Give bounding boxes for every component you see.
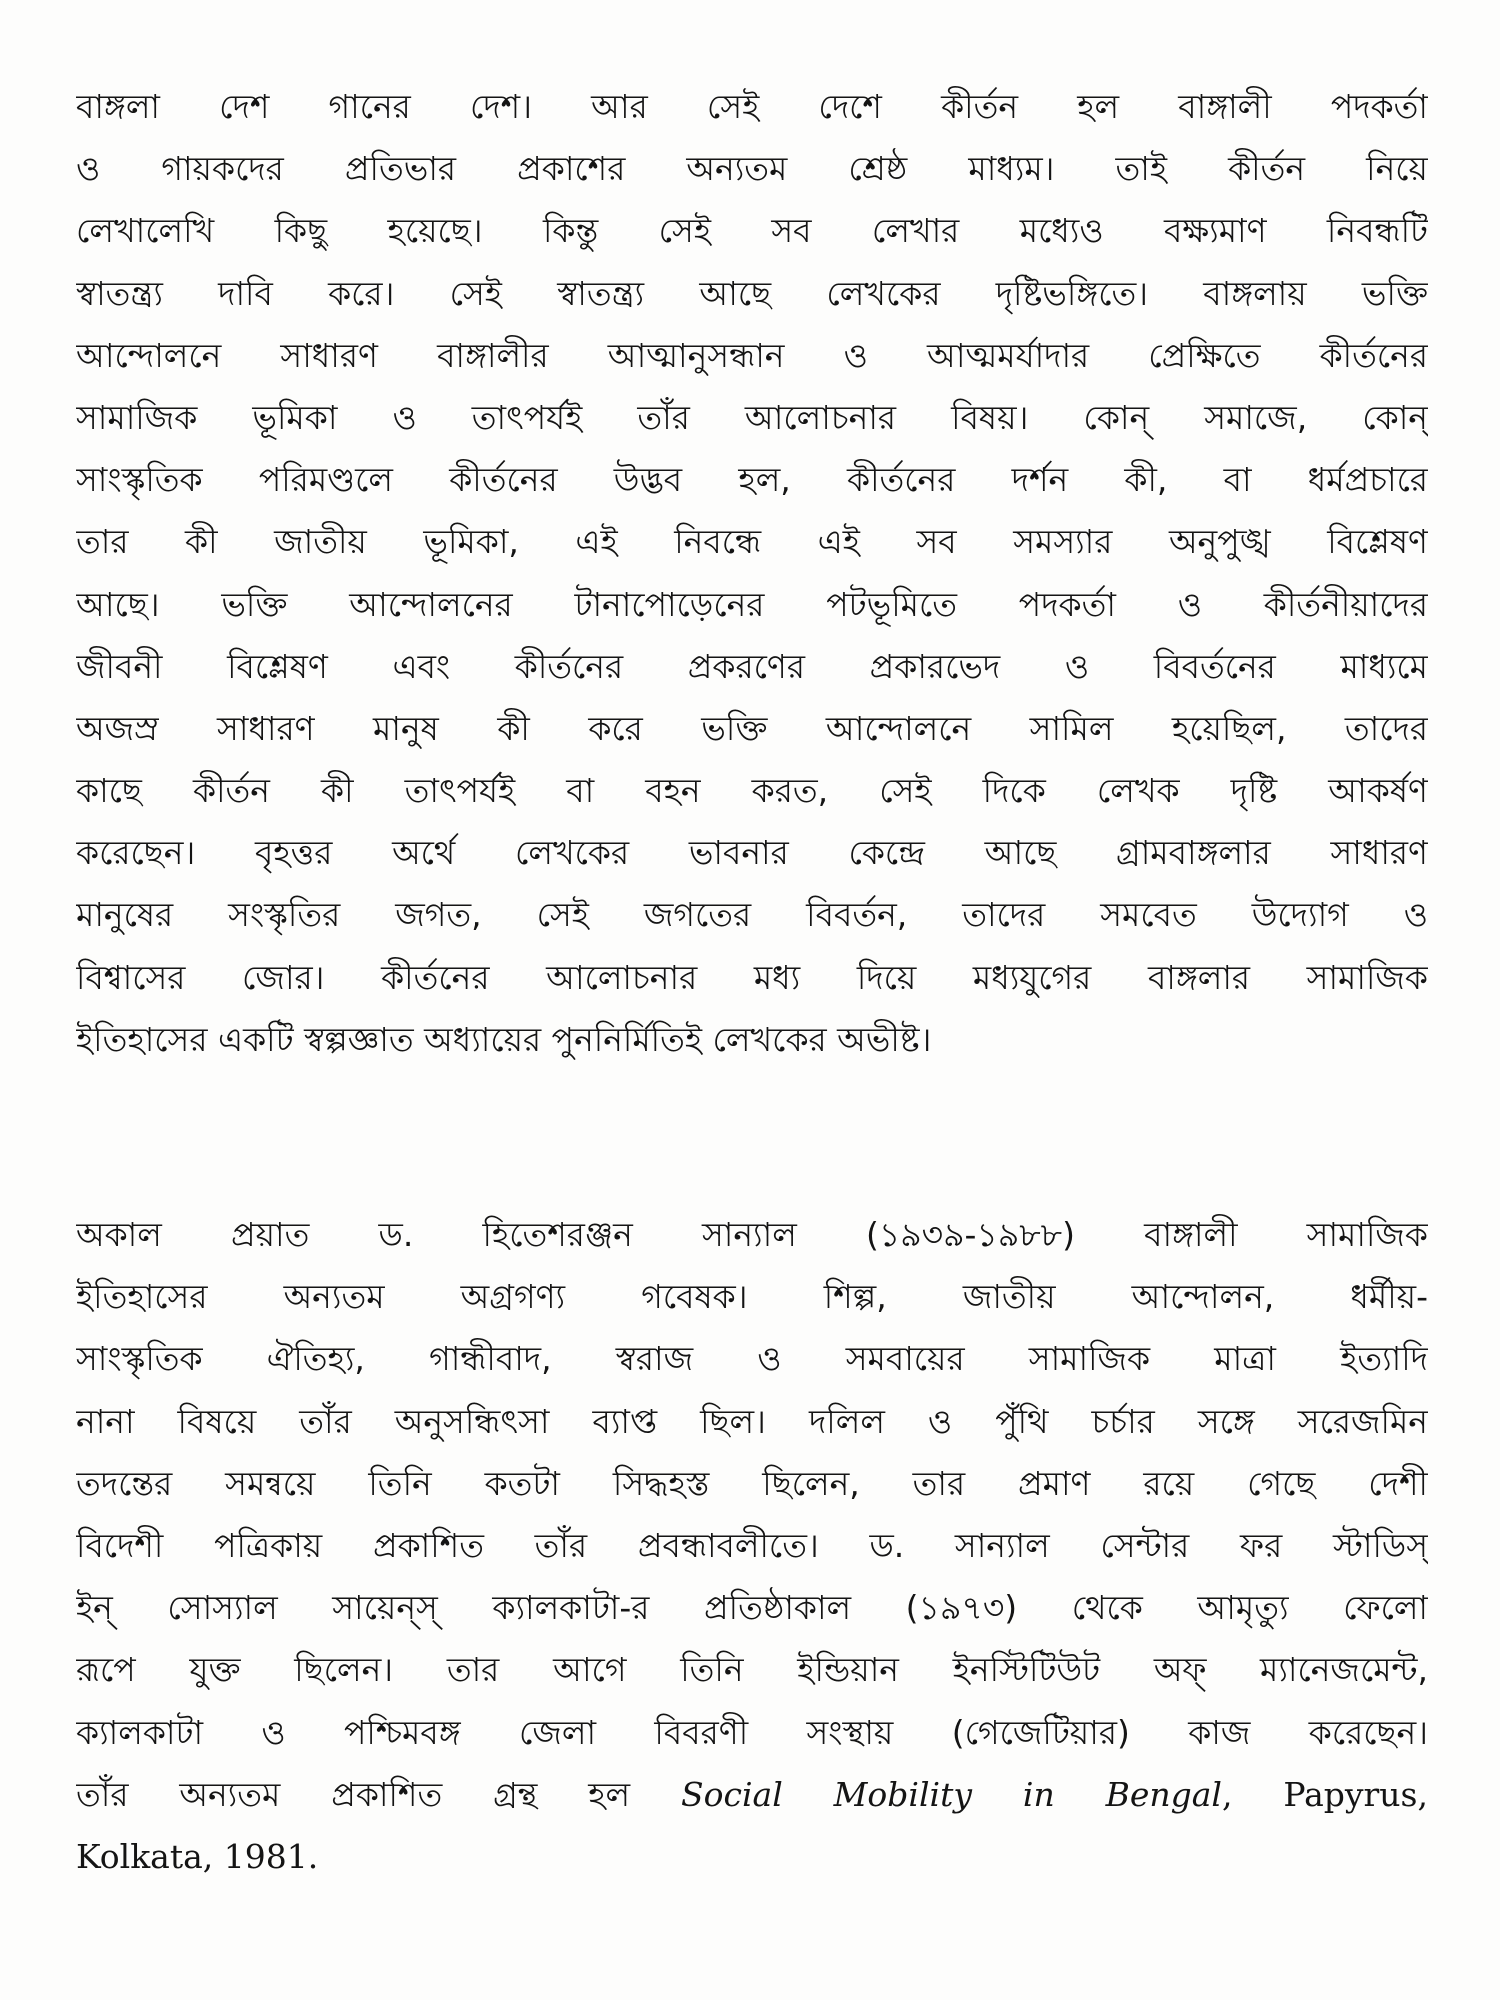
text-line: রূপে যুক্ত ছিলেন। তার আগে তিনি ইন্ডিয়ান ইনস্টিটিউট অফ্ ম্যানেজমেন্ট, — [76, 1650, 1428, 1690]
text-line: বিদেশী পত্রিকায় প্রকাশিত তাঁর প্রবন্ধাবলীতে। ড. সান্যাল সেন্টার ফর স্টাডিস্ — [76, 1525, 1428, 1565]
text-line: অজস্র সাধারণ মানুষ কী করে ভক্তি আন্দোলনে সামিল হয়েছিল, তাদের — [76, 708, 1428, 748]
text-line: সামাজিক ভূমিকা ও তাৎপর্যই তাঁর আলোচনার বিষয়। কোন্ সমাজে, কোন্ — [76, 397, 1428, 437]
text-line-with-book-title — [76, 1764, 1428, 1826]
text-line: আছে। ভক্তি আন্দোলনের টানাপোড়েনের পটভূমিতে পদকর্তা ও কীর্তনীয়াদের — [76, 584, 1428, 624]
text-line: মানুষের সংস্কৃতির জগত, সেই জগতের বিবর্তন, তাদের সমবেত উদ্যোগ ও — [76, 895, 1428, 935]
text-line: জীবনী বিশ্লেষণ এবং কীর্তনের প্রকরণের প্রকারভেদ ও বিবর্তনের মাধ্যমে — [76, 646, 1428, 686]
text-line: সাংস্কৃতিক ঐতিহ্য, গান্ধীবাদ, স্বরাজ ও সমবায়ের সামাজিক মাত্রা ইত্যাদি — [76, 1339, 1428, 1379]
text-line: স্বাতন্ত্র্য দাবি করে। সেই স্বাতন্ত্র্য আছে লেখকের দৃষ্টিভঙ্গিতে। বাঙ্গলায় ভক্তি — [76, 273, 1428, 313]
text-line: সাংস্কৃতিক পরিমণ্ডলে কীর্তনের উদ্ভব হল, কীর্তনের দর্শন কী, বা ধর্মপ্রচারে — [76, 460, 1428, 500]
text-line: তদন্তের সমন্বয়ে তিনি কতটা সিদ্ধহস্ত ছিলেন, তার প্রমাণ রয়ে গেছে দেশী — [76, 1463, 1428, 1503]
paragraph-author-bio — [76, 1204, 1428, 1888]
text-line: তার কী জাতীয় ভূমিকা, এই নিবন্ধে এই সব সমস্যার অনুপুঙ্খ বিশ্লেষণ — [76, 522, 1428, 562]
text-line: ইন্ সোস্যাল সায়েন্স্ ক্যালকাটা-র প্রতিষ্ঠাকাল (১৯৭৩) থেকে আমৃত্যু ফেলো — [76, 1588, 1428, 1628]
paragraph-kirtan-blurb — [76, 76, 1428, 1071]
text-line: ক্যালকাটা ও পশ্চিমবঙ্গ জেলা বিবরণী সংস্থায় (গেজেটিয়ার) কাজ করেছেন। — [76, 1712, 1428, 1752]
text-line: লেখালেখি কিছু হয়েছে। কিন্তু সেই সব লেখার মধ্যেও বক্ষ্যমাণ নিবন্ধটি — [76, 211, 1428, 251]
text-line: কাছে কীর্তন কী তাৎপর্যই বা বহন করত, সেই দিকে লেখক দৃষ্টি আকর্ষণ — [76, 771, 1428, 811]
text-line: ইতিহাসের অন্যতম অগ্রগণ্য গবেষক। শিল্প, জাতীয় আন্দোলন, ধর্মীয়- — [76, 1277, 1428, 1317]
publication-place-year: Kolkata, 1981. — [76, 1836, 319, 1876]
text-line: অকাল প্রয়াত ড. হিতেশরঞ্জন সান্যাল (১৯৩৯-১৯৮৮) বাঙ্গালী সামাজিক — [76, 1215, 1428, 1254]
text-line: করেছেন। বৃহত্তর অর্থে লেখকের ভাবনার কেন্দ্রে আছে গ্রামবাঙ্গলার সাধারণ — [76, 833, 1428, 873]
text-line: ও গায়কদের প্রতিভার প্রকাশের অন্যতম শ্রেষ্ঠ মাধ্যম। তাই কীর্তন নিয়ে — [76, 149, 1428, 189]
text-line: আন্দোলনে সাধারণ বাঙ্গালীর আত্মানুসন্ধান ও আত্মমর্যাদার প্রেক্ষিতে কীর্তনের — [76, 335, 1428, 375]
text-line: নানা বিষয়ে তাঁর অনুসন্ধিৎসা ব্যাপ্ত ছিল। দলিল ও পুঁথি চর্চার সঙ্গে সরেজমিন — [76, 1401, 1428, 1441]
text-line: ইতিহাসের একটি স্বল্পজ্ঞাত অধ্যায়ের পুননির্মিতিই লেখকের অভীষ্ট। — [76, 1019, 932, 1059]
book-intro-text: তাঁর অন্যতম প্রকাশিত গ্রন্থ হল — [76, 1774, 682, 1814]
text-line: বিশ্বাসের জোর। কীর্তনের আলোচনার মধ্য দিয়ে মধ্যযুগের বাঙ্গলার সামাজিক — [76, 957, 1428, 997]
text-line: বাঙ্গলা দেশ গানের দেশ। আর সেই দেশে কীর্তন হল বাঙ্গালী পদকর্তা — [76, 87, 1428, 126]
publisher-text: , Papyrus, — [1221, 1774, 1428, 1814]
book-title: Social Mobility in Bengal — [681, 1774, 1222, 1814]
